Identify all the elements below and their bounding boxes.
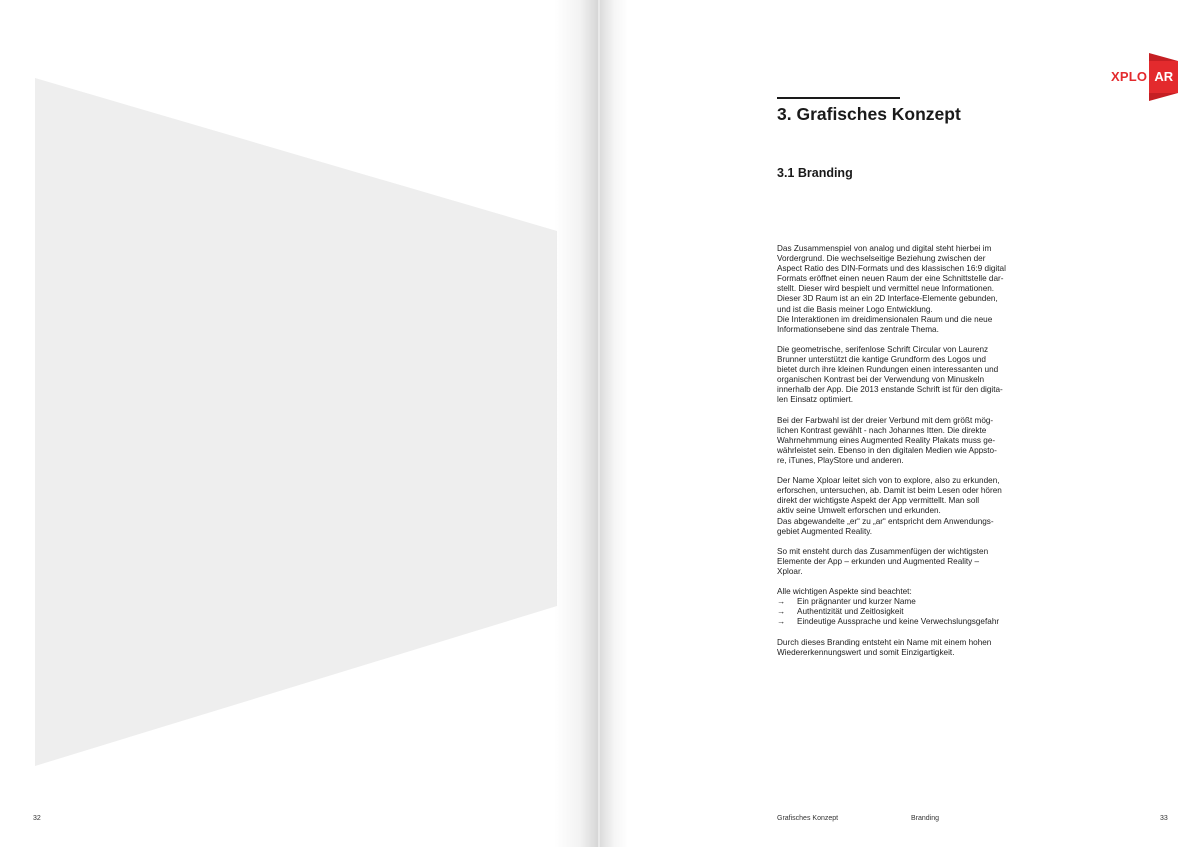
list-item-text: Eindeutige Aussprache und keine Verwechslungsgefahr [797, 617, 1000, 627]
text-line: Das Zusammenspiel von analog und digital steht hierbei im [777, 244, 992, 253]
text-line: Wiedererkennungswert und somit Einzigartigkeit. [777, 647, 955, 657]
text-line: und ist die Basis meiner Logo Entwicklung. [777, 304, 933, 314]
text-line: Die geometrische, serifenlose Schrift Circular von Laurenz [777, 344, 989, 354]
text-line: re, iTunes, PlayStore und anderen. [777, 455, 904, 465]
text-line: gebiet Augmented Reality. [777, 526, 872, 536]
text-line: aktiv seine Umwelt erforschen und erkunden. [777, 506, 941, 516]
text-line: So mit ensteht durch das Zusammenfügen der wichtigsten [777, 546, 989, 556]
arrow-right-icon: → [777, 617, 786, 627]
paragraph [777, 244, 1047, 335]
paragraph [777, 345, 1047, 406]
text-line: Durch dieses Branding entsteht ein Name mit einem hohen [777, 637, 992, 647]
text-line: organischen Kontrast bei der Verwendung von Minuskeln [777, 375, 985, 385]
text-line: len Einsatz optimiert. [777, 395, 853, 405]
aspect-list [777, 597, 1047, 627]
text-line: Das abgewandelte „er“ zu „ar“ entspricht dem Anwendungs- [777, 516, 994, 526]
text-line: Bei der Farbwahl ist der dreier Verbund mit dem größt mög- [777, 415, 994, 425]
text-line: Informationsebene sind das zentrale Thema. [777, 324, 939, 334]
paragraph [777, 476, 1047, 537]
grey-trapezoid-graphic [0, 0, 598, 847]
text-line: Wahrnehmmung eines Augmented Reality Plakats muss ge- [777, 435, 996, 445]
body-text [777, 244, 1047, 668]
running-section: Branding [911, 815, 940, 822]
text-line: Vordergrund. Die wechselseitige Beziehung zwischen der [777, 254, 986, 264]
text-line: direkt der wichtigste Aspekt der App vermittellt. Man soll [777, 496, 980, 506]
logo-text-ar: AR [1149, 61, 1178, 93]
title-rule [777, 97, 900, 99]
paragraph [777, 416, 1047, 466]
page-number-right: 33 [1160, 815, 1168, 822]
text-line: währleistet sein. Ebenso in den digitalen Medien wie Appsto- [777, 445, 997, 455]
list-item-text: Ein prägnanter und kurzer Name [797, 597, 916, 607]
text-line: Xploar. [777, 567, 803, 576]
left-page [0, 0, 598, 847]
text-line: Dieser 3D Raum ist an ein 2D Interface-Elemente gebunden, [777, 294, 998, 304]
list-item [777, 617, 1047, 627]
chapter-title: 3. Grafisches Konzept [777, 104, 961, 124]
list-intro: Alle wichtigen Aspekte sind beachtet: [777, 587, 912, 597]
gutter-shadow [600, 0, 628, 847]
arrow-right-icon: → [777, 607, 786, 617]
text-line: erforschen, untersuchen, ab. Damit ist beim Lesen oder hören [777, 486, 1002, 496]
gutter-shadow [554, 0, 598, 847]
page-number-left: 32 [33, 815, 41, 822]
text-line: Brunner unterstützt die kantige Grundform des Logos und [777, 355, 986, 365]
text-line: Elemente der App – erkunden und Augmented Reality – [777, 556, 980, 566]
text-line: innerhalb der App. Die 2013 enstande Schrift ist für den digita- [777, 385, 1003, 395]
text-line: Die Interaktionen im dreidimensionalen Raum und die neue [777, 314, 993, 324]
list-item-text: Authentizität und Zeitlosigkeit [797, 607, 904, 617]
text-line: bietet durch ihre kleinen Rundungen einen interessanten und [777, 365, 999, 375]
text-line: Formats eröffnet einen neuen Raum der eine Schnittstelle dar- [777, 274, 1004, 284]
list-item [777, 597, 1047, 607]
logo-text-xplo: XPLO [1111, 69, 1148, 84]
arrow-right-icon: → [777, 597, 786, 607]
right-page [600, 0, 1200, 847]
text-line: lichen Kontrast gewählt - nach Johannes Itten. Die direkte [777, 425, 987, 435]
paragraph [777, 547, 1047, 577]
list-item [777, 607, 1047, 617]
running-title: Grafisches Konzept [777, 815, 839, 822]
text-line: stellt. Dieser wird bespielt und vermittel neue Informationen. [777, 284, 995, 294]
section-title: 3.1 Branding [777, 166, 853, 180]
text-line: Der Name Xploar leitet sich von to explore, also zu erkunden, [777, 476, 1000, 486]
xploar-logo [1111, 54, 1178, 99]
closing-paragraph [777, 638, 1047, 658]
text-line: Aspect Ratio des DIN-Formats und des klassischen 16:9 digital [777, 264, 1006, 274]
